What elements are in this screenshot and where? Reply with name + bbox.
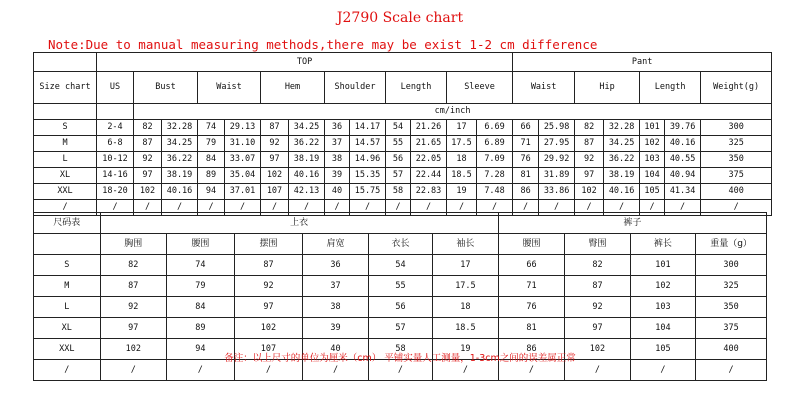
- table-cell: 82: [575, 120, 604, 136]
- pant-group-header: Pant: [513, 53, 772, 72]
- table-cell: 56: [386, 152, 411, 168]
- table-cell: 58: [368, 339, 432, 360]
- table-cell: 81: [513, 168, 539, 184]
- table-cell: 97: [261, 152, 289, 168]
- header-sleeve: Sleeve: [447, 72, 513, 104]
- cn-header-weight: 重量（g）: [696, 234, 767, 255]
- table-cell: 86: [513, 184, 539, 200]
- table-cell: 55: [386, 136, 411, 152]
- table-cell: 84: [167, 297, 235, 318]
- table-cell: 97: [134, 168, 162, 184]
- table-cell: 105: [630, 339, 695, 360]
- table-cell: 97: [234, 297, 303, 318]
- table-cell: 14.17: [350, 120, 386, 136]
- table-cell: /: [575, 200, 604, 216]
- table-cell: /: [225, 200, 261, 216]
- table-cell: 103: [640, 152, 665, 168]
- table-cell: 66: [498, 255, 565, 276]
- table-cell: 94: [167, 339, 235, 360]
- header-size-chart: Size chart: [34, 72, 97, 104]
- blank-cell: [34, 53, 97, 72]
- table-cell: /: [289, 200, 325, 216]
- table-row: [34, 318, 767, 339]
- table-cell: 40.16: [162, 184, 198, 200]
- header-hem: Hem: [261, 72, 325, 104]
- table-cell: 17.5: [447, 136, 477, 152]
- table-cell: 40: [303, 339, 368, 360]
- blank-cell: [34, 234, 101, 255]
- table-cell: 74: [167, 255, 235, 276]
- table-cell: 87: [261, 120, 289, 136]
- table-cell: 375: [701, 168, 772, 184]
- cn-header-hem: 摆围: [234, 234, 303, 255]
- table-cell: 21.26: [411, 120, 447, 136]
- table-cell: 42.13: [289, 184, 325, 200]
- table-cell: /: [198, 200, 225, 216]
- table-cell: 38.19: [162, 168, 198, 184]
- table-cell: 19: [433, 339, 499, 360]
- table-cell: 84: [198, 152, 225, 168]
- table-cell: 92: [234, 276, 303, 297]
- table-cell: /: [640, 200, 665, 216]
- table-cell: 103: [630, 297, 695, 318]
- table-cell: 34.25: [162, 136, 198, 152]
- table-row: [34, 120, 772, 136]
- cn-header-waist: 腰围: [167, 234, 235, 255]
- table-cell: 38: [303, 297, 368, 318]
- table-cell: /: [630, 360, 695, 381]
- table-cell: /: [513, 200, 539, 216]
- table-cell: 102: [261, 168, 289, 184]
- table-cell: 15.35: [350, 168, 386, 184]
- table-cell: 38: [325, 152, 350, 168]
- cn-header-pant-length: 裤长: [630, 234, 695, 255]
- table-cell: 14.96: [350, 152, 386, 168]
- size-label-cell: XXL: [34, 184, 97, 200]
- cn-header-pant-waist: 腰围: [498, 234, 565, 255]
- table-cell: 21.65: [411, 136, 447, 152]
- size-label-cell: XL: [34, 318, 101, 339]
- table-cell: /: [701, 200, 772, 216]
- table-cell: /: [100, 360, 167, 381]
- table-cell: /: [565, 360, 630, 381]
- table-cell: 300: [696, 255, 767, 276]
- table-cell: 6.89: [477, 136, 513, 152]
- blank-cell: [34, 104, 97, 120]
- table-cell: 18-20: [97, 184, 134, 200]
- cn-corner-header: 尺码表: [34, 213, 101, 234]
- table-cell: 101: [630, 255, 695, 276]
- table-cell: /: [539, 200, 575, 216]
- table-cell: 92: [575, 152, 604, 168]
- table-cell: 33.86: [539, 184, 575, 200]
- table-cell: 325: [701, 136, 772, 152]
- table-cell: 6.69: [477, 120, 513, 136]
- table-cell: /: [498, 360, 565, 381]
- top-group-header: TOP: [97, 53, 513, 72]
- table-cell: 87: [565, 276, 630, 297]
- table-cell: 6-8: [97, 136, 134, 152]
- chart-title: J2790 Scale chart: [336, 10, 464, 26]
- table-cell: 76: [513, 152, 539, 168]
- table-cell: 34.25: [604, 136, 640, 152]
- table-cell: /: [167, 360, 235, 381]
- size-label-cell: XL: [34, 168, 97, 184]
- table-cell: 102: [630, 276, 695, 297]
- cn-measurement-note: 备注：以上尺寸的单位为厘米（cm） 平铺实量人工测量，1-3cm之间的误差属正常: [224, 353, 576, 364]
- table-cell: 89: [198, 168, 225, 184]
- header-hip: Hip: [575, 72, 640, 104]
- table-cell: 22.83: [411, 184, 447, 200]
- table-cell: /: [696, 360, 767, 381]
- table-cell: 82: [100, 255, 167, 276]
- table-cell: 38.19: [289, 152, 325, 168]
- table-cell: 350: [696, 297, 767, 318]
- table-cell: 57: [386, 168, 411, 184]
- table-cell: /: [234, 360, 303, 381]
- table-row: [34, 276, 767, 297]
- table-cell: 92: [134, 152, 162, 168]
- table-cell: 17: [447, 120, 477, 136]
- cn-header-hip: 臀围: [565, 234, 630, 255]
- size-label-cell: L: [34, 297, 101, 318]
- table-cell: 17.5: [433, 276, 499, 297]
- table-cell: 97: [575, 168, 604, 184]
- table-cell: 40.16: [289, 168, 325, 184]
- table-cell: /: [665, 200, 701, 216]
- table-cell: 27.95: [539, 136, 575, 152]
- table-cell: /: [325, 200, 350, 216]
- size-label-cell: M: [34, 276, 101, 297]
- table-cell: 58: [386, 184, 411, 200]
- table-row: [34, 168, 772, 184]
- table-cell: 7.48: [477, 184, 513, 200]
- table-cell: 87: [575, 136, 604, 152]
- cn-header-sleeve: 袖长: [433, 234, 499, 255]
- table-cell: 32.28: [604, 120, 640, 136]
- table-cell: 54: [368, 255, 432, 276]
- table-cell: 56: [368, 297, 432, 318]
- table-cell: 18.5: [433, 318, 499, 339]
- header-pant-length: Length: [640, 72, 701, 104]
- table-cell: /: [604, 200, 640, 216]
- table-cell: 35.04: [225, 168, 261, 184]
- table-cell: 92: [100, 297, 167, 318]
- table-cell: 22.05: [411, 152, 447, 168]
- table-cell: 350: [701, 152, 772, 168]
- table-cell: 104: [640, 168, 665, 184]
- table-cell: 19: [447, 184, 477, 200]
- table-cell: 7.28: [477, 168, 513, 184]
- table-cell: 104: [630, 318, 695, 339]
- table-cell: /: [386, 200, 411, 216]
- table-cell: /: [433, 360, 499, 381]
- table-cell: 37.01: [225, 184, 261, 200]
- table-cell: /: [350, 200, 386, 216]
- table-cell: 40.16: [665, 136, 701, 152]
- table-cell: /: [134, 200, 162, 216]
- table-cell: 39: [325, 168, 350, 184]
- english-size-table: [33, 52, 772, 216]
- table-cell: 32.28: [162, 120, 198, 136]
- table-cell: 18: [433, 297, 499, 318]
- size-label-cell: L: [34, 152, 97, 168]
- table-cell: 29.13: [225, 120, 261, 136]
- table-cell: 102: [575, 184, 604, 200]
- table-cell: 102: [100, 339, 167, 360]
- table-cell: 82: [134, 120, 162, 136]
- table-cell: 36.22: [604, 152, 640, 168]
- table-cell: 105: [640, 184, 665, 200]
- table-cell: 300: [701, 120, 772, 136]
- table-cell: 33.07: [225, 152, 261, 168]
- table-cell: 37: [303, 276, 368, 297]
- cn-top-group-header: 上衣: [100, 213, 498, 234]
- table-cell: 107: [234, 339, 303, 360]
- table-cell: 74: [198, 120, 225, 136]
- table-cell: 82: [565, 255, 630, 276]
- table-cell: 39: [303, 318, 368, 339]
- table-cell: /: [368, 360, 432, 381]
- table-cell: 97: [565, 318, 630, 339]
- size-label-cell: M: [34, 136, 97, 152]
- table-cell: 86: [498, 339, 565, 360]
- table-cell: 36: [303, 255, 368, 276]
- table-cell: 36.22: [289, 136, 325, 152]
- table-cell: 87: [134, 136, 162, 152]
- table-cell: 41.34: [665, 184, 701, 200]
- table-cell: 71: [498, 276, 565, 297]
- table-cell: /: [261, 200, 289, 216]
- table-cell: 57: [368, 318, 432, 339]
- table-cell: 400: [701, 184, 772, 200]
- table-cell: 92: [261, 136, 289, 152]
- table-cell: 40.16: [604, 184, 640, 200]
- cn-header-shoulder: 肩宽: [303, 234, 368, 255]
- header-shoulder: Shoulder: [325, 72, 386, 104]
- table-cell: 102: [134, 184, 162, 200]
- table-cell: 39.76: [665, 120, 701, 136]
- table-cell: 2-4: [97, 120, 134, 136]
- table-cell: 375: [696, 318, 767, 339]
- table-cell: 107: [261, 184, 289, 200]
- table-cell: 76: [498, 297, 565, 318]
- table-row: [34, 255, 767, 276]
- table-cell: 36.22: [162, 152, 198, 168]
- table-cell: 17: [433, 255, 499, 276]
- size-label-cell: XXL: [34, 339, 101, 360]
- table-cell: 22.44: [411, 168, 447, 184]
- table-cell: 18.5: [447, 168, 477, 184]
- cn-header-length: 衣长: [368, 234, 432, 255]
- table-cell: 102: [234, 318, 303, 339]
- table-cell: 79: [198, 136, 225, 152]
- table-cell: 15.75: [350, 184, 386, 200]
- table-cell: /: [162, 200, 198, 216]
- measurement-note: Note:Due to manual measuring methods,there may be exist 1-2 cm difference: [48, 37, 598, 52]
- table-cell: 92: [565, 297, 630, 318]
- table-cell: 38.19: [604, 168, 640, 184]
- table-cell: 31.10: [225, 136, 261, 152]
- table-cell: 40.55: [665, 152, 701, 168]
- header-pant-waist: Waist: [513, 72, 575, 104]
- unit-row: cm/inch: [134, 104, 772, 120]
- header-waist: Waist: [198, 72, 261, 104]
- cn-header-bust: 胸围: [100, 234, 167, 255]
- table-row: [34, 297, 767, 318]
- table-cell: 36: [325, 120, 350, 136]
- cn-pant-group-header: 裤子: [498, 213, 766, 234]
- table-cell: 94: [198, 184, 225, 200]
- table-cell: 102: [640, 136, 665, 152]
- table-row: [34, 152, 772, 168]
- table-cell: 325: [696, 276, 767, 297]
- blank-cell: [97, 104, 134, 120]
- table-cell: 14-16: [97, 168, 134, 184]
- table-cell: /: [477, 200, 513, 216]
- table-cell: 29.92: [539, 152, 575, 168]
- table-cell: 66: [513, 120, 539, 136]
- table-cell: /: [411, 200, 447, 216]
- header-bust: Bust: [134, 72, 198, 104]
- table-cell: 87: [234, 255, 303, 276]
- table-cell: 14.57: [350, 136, 386, 152]
- table-cell: 79: [167, 276, 235, 297]
- table-cell: /: [97, 200, 134, 216]
- table-cell: 18: [447, 152, 477, 168]
- table-cell: 400: [696, 339, 767, 360]
- table-cell: 40: [325, 184, 350, 200]
- table-cell: 54: [386, 120, 411, 136]
- size-label-cell: S: [34, 120, 97, 136]
- header-weight: Weight(g): [701, 72, 772, 104]
- table-cell: 34.25: [289, 120, 325, 136]
- header-us: US: [97, 72, 134, 104]
- table-row: [34, 136, 772, 152]
- table-cell: /: [447, 200, 477, 216]
- table-cell: 81: [498, 318, 565, 339]
- table-cell: 89: [167, 318, 235, 339]
- table-cell: 31.89: [539, 168, 575, 184]
- table-cell: 71: [513, 136, 539, 152]
- table-cell: 10-12: [97, 152, 134, 168]
- table-cell: 87: [100, 276, 167, 297]
- table-cell: 101: [640, 120, 665, 136]
- table-cell: 102: [565, 339, 630, 360]
- table-cell: /: [303, 360, 368, 381]
- table-cell: 25.98: [539, 120, 575, 136]
- size-label-cell: S: [34, 255, 101, 276]
- table-cell: 55: [368, 276, 432, 297]
- table-cell: 37: [325, 136, 350, 152]
- table-cell: 97: [100, 318, 167, 339]
- header-length: Length: [386, 72, 447, 104]
- table-row: [34, 184, 772, 200]
- table-cell: 40.94: [665, 168, 701, 184]
- table-cell: 7.09: [477, 152, 513, 168]
- size-label-cell: /: [34, 200, 97, 216]
- size-label-cell: /: [34, 360, 101, 381]
